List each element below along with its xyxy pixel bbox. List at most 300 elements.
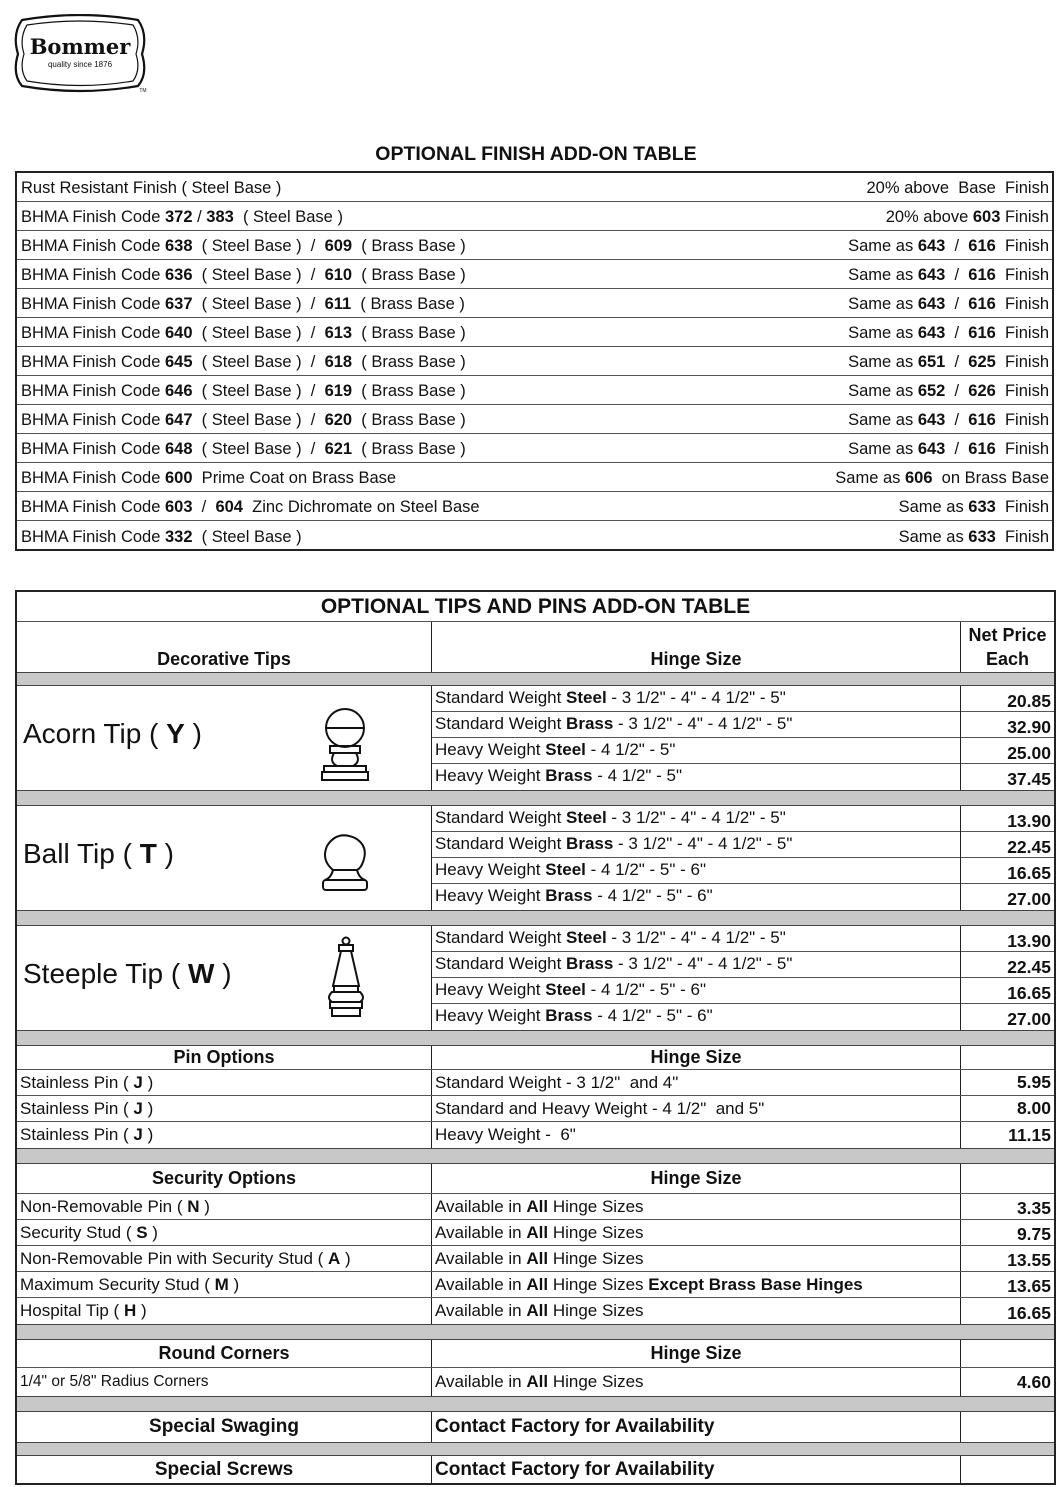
bold-text: 616: [968, 295, 996, 313]
price-value: 11.15: [1008, 1124, 1051, 1145]
text-segment: on Brass Base: [932, 469, 1049, 487]
price-cell: 16.65: [961, 978, 1054, 1004]
text-segment: Hinge Sizes: [548, 1274, 649, 1294]
text-segment: Hinge Sizes: [548, 1222, 644, 1242]
finish-code-cell: [21, 440, 466, 459]
price-cell: 22.45: [961, 832, 1054, 858]
pin-size-cell: [431, 1096, 960, 1121]
text-segment: ( Steel Base ): [233, 208, 343, 226]
price-value: 13.65: [1007, 1276, 1051, 1296]
text-segment: - 3 1/2" - 4" - 4 1/2" - 5": [613, 834, 793, 853]
bold-text: J: [133, 1098, 143, 1118]
text-segment: Same as: [835, 469, 905, 487]
finish-code-cell: [21, 208, 343, 227]
finish-code-cell: [21, 498, 480, 517]
text-segment: /: [945, 382, 969, 400]
security-price-cell: [960, 1272, 1054, 1297]
bold-text: Brass: [545, 766, 593, 785]
text-segment: /: [192, 498, 216, 516]
price-cell: 25.00: [961, 738, 1054, 764]
text-segment: Standard Weight - 3 1/2" and 4": [435, 1072, 679, 1092]
special-swaging-row: [17, 1412, 1054, 1442]
finish-row: [17, 173, 1052, 202]
bold-text: Steel: [566, 808, 607, 827]
price-cell: 13.90: [961, 806, 1054, 832]
text-segment: Finish: [1000, 208, 1049, 226]
bold-text: 616: [968, 324, 996, 342]
tip-group: [17, 686, 1054, 790]
text-segment: Finish: [995, 324, 1049, 342]
text-segment: ( Steel Base ) /: [192, 266, 325, 284]
text-segment: Same as: [848, 324, 918, 342]
security-hinge-size-header: [431, 1164, 960, 1193]
special-swaging-price: [960, 1412, 1054, 1442]
text-segment: Finish: [995, 295, 1049, 313]
bold-text: 603: [972, 208, 1001, 226]
text-segment: BHMA Finish Code: [21, 411, 165, 429]
tip-name: [23, 838, 174, 870]
text-segment: /: [945, 295, 969, 313]
pin-size-cell: [431, 1070, 960, 1095]
bold-text: 643: [917, 324, 946, 342]
text-segment: Same as: [848, 440, 918, 458]
text-segment: /: [945, 411, 969, 429]
bold-text: 372: [164, 208, 193, 226]
text-segment: Same as: [898, 498, 969, 516]
bold-text: Brass: [545, 886, 593, 905]
pin-price-header: [960, 1046, 1054, 1069]
hinge-size-cell: [432, 764, 960, 790]
text-segment: ): [147, 1222, 158, 1242]
text-segment: ( Steel Base ) /: [192, 324, 325, 342]
pin-hinge-size-header: [431, 1046, 960, 1069]
hinge-size-cell: [432, 858, 960, 884]
security-price-cell: [960, 1246, 1054, 1271]
contact-factory-text: Contact Factory for Availability: [435, 1416, 715, 1437]
finish-code-cell: [21, 382, 466, 401]
text-segment: BHMA Finish Code: [21, 324, 165, 342]
text-segment: Same as: [848, 353, 918, 371]
text-segment: Prime Coat on Brass Base: [192, 469, 397, 487]
pin-row: [17, 1070, 1054, 1096]
finish-row: [17, 376, 1052, 405]
security-name-cell: [17, 1272, 431, 1297]
text-segment: Finish: [995, 498, 1049, 516]
header-decorative-tips: [17, 622, 431, 672]
pin-price-cell: [960, 1070, 1054, 1095]
text-segment: Rust Resistant Finish ( Steel Base ): [21, 179, 282, 197]
price-value: 13.55: [1007, 1250, 1051, 1270]
special-swaging-cell: [17, 1412, 431, 1442]
hinge-size-cell: [432, 832, 960, 858]
text-segment: Available in: [435, 1196, 527, 1216]
pin-name-cell: [17, 1122, 431, 1148]
text-segment: 20% above: [885, 208, 973, 226]
security-name-cell: [17, 1220, 431, 1245]
price-value: 5.95: [1016, 1072, 1051, 1092]
bold-text: Steel: [566, 928, 607, 947]
header-net-price: [960, 622, 1054, 672]
bold-text: H: [123, 1301, 137, 1320]
text-segment: BHMA Finish Code: [21, 208, 165, 226]
price-cell: 37.45: [1007, 769, 1051, 789]
price-value: 4.60: [1016, 1371, 1051, 1392]
text-segment: Heavy Weight - 6": [435, 1125, 576, 1144]
finish-equivalent-cell: [866, 179, 1049, 198]
price-cell: 16.65: [961, 858, 1054, 884]
bold-text: All: [526, 1372, 549, 1391]
finish-row: [17, 202, 1052, 231]
text-segment: /: [945, 440, 969, 458]
security-row: [17, 1220, 1054, 1246]
security-size-cell: [431, 1194, 960, 1219]
finish-equivalent-cell: [848, 353, 1049, 372]
bold-text: Brass: [545, 1006, 593, 1025]
finish-row: [17, 492, 1052, 521]
special-screws-row: [17, 1456, 1054, 1483]
text-segment: Heavy Weight: [435, 886, 546, 905]
security-options-label: Security Options: [151, 1168, 297, 1188]
text-segment: Standard and Heavy Weight - 4 1/2" and 5": [435, 1098, 765, 1118]
bold-text: All: [526, 1196, 549, 1216]
text-segment: ( Steel Base ) /: [192, 411, 325, 429]
finish-row: [17, 289, 1052, 318]
text-segment: Same as: [848, 382, 918, 400]
finish-equivalent-cell: [848, 266, 1049, 285]
security-name-cell: [17, 1298, 431, 1324]
text-segment: ): [142, 1098, 154, 1118]
security-options-header: [17, 1164, 431, 1193]
price-column: [960, 686, 1054, 790]
bold-text: 611: [324, 295, 352, 313]
bold-text: All: [526, 1301, 549, 1320]
text-segment: Available in: [435, 1248, 527, 1268]
special-swaging-label: Special Swaging: [149, 1416, 299, 1437]
bold-text: 625: [968, 353, 996, 371]
price-cell: 27.00: [1007, 889, 1051, 909]
bold-text: 646: [164, 382, 193, 400]
pin-price-cell: [960, 1096, 1054, 1121]
bold-text: 633: [968, 498, 996, 516]
text-segment: - 3 1/2" - 4" - 4 1/2" - 5": [613, 954, 793, 973]
bold-text: Steel: [566, 688, 607, 707]
bold-text: 652: [917, 382, 946, 400]
security-row: [17, 1298, 1054, 1324]
security-header-row: [17, 1164, 1054, 1194]
text-segment: Same as: [848, 266, 918, 284]
finish-code-cell: [21, 353, 466, 372]
text-segment: BHMA Finish Code: [21, 353, 165, 371]
text-segment: Hinge Sizes: [548, 1196, 644, 1216]
bold-text: Steel: [545, 740, 586, 759]
finish-code-cell: [21, 237, 466, 256]
hinge-size-cell: [432, 806, 960, 832]
text-segment: - 3 1/2" - 4" - 4 1/2" - 5": [606, 928, 786, 947]
pin-price-cell: [960, 1122, 1054, 1148]
bold-text: 332: [164, 528, 193, 546]
text-segment: BHMA Finish Code: [21, 382, 165, 400]
hinge-size-cell: [432, 738, 960, 764]
bold-text: 609: [324, 237, 353, 255]
corners-size-cell: [431, 1368, 960, 1396]
text-segment: Standard Weight: [435, 928, 567, 947]
price-cell: 22.45: [961, 952, 1054, 978]
bold-text: W: [187, 958, 215, 989]
corners-hinge-size-label: Hinge Size: [650, 1343, 742, 1363]
bold-text: 600: [164, 469, 193, 487]
security-price-cell: [960, 1194, 1054, 1219]
pin-row: [17, 1096, 1054, 1122]
bold-text: J: [133, 1072, 143, 1092]
text-segment: BHMA Finish Code: [21, 469, 165, 487]
security-name-cell: [17, 1246, 431, 1271]
header-decorative-tips-label: Decorative Tips: [157, 649, 291, 669]
finish-row: [17, 405, 1052, 434]
finish-equivalent-cell: [848, 440, 1049, 459]
bold-text: 616: [968, 440, 996, 458]
separator-row: [17, 1148, 1054, 1164]
finish-equivalent-cell: [899, 528, 1049, 547]
finish-equivalent-cell: [848, 237, 1049, 256]
text-segment: BHMA Finish Code: [21, 295, 165, 313]
text-segment: /: [945, 266, 969, 284]
text-segment: Hinge Sizes: [548, 1301, 644, 1320]
round-corners-label: Round Corners: [158, 1343, 290, 1363]
special-screws-price: [960, 1456, 1054, 1483]
bold-text: 610: [324, 266, 353, 284]
tips-header-row: [17, 622, 1054, 672]
price-column: [960, 806, 1054, 910]
bold-text: 643: [917, 440, 946, 458]
bold-text: M: [214, 1274, 229, 1294]
header-net-price-line2: Each: [985, 649, 1030, 669]
bold-text: 620: [324, 411, 353, 429]
security-size-cell: [431, 1220, 960, 1245]
price-cell: 13.90: [961, 926, 1054, 952]
text-segment: ): [136, 1301, 147, 1320]
text-segment: BHMA Finish Code: [21, 498, 165, 516]
text-segment: /: [945, 353, 969, 371]
text-segment: ( Brass Base ): [352, 237, 466, 255]
text-segment: Available in: [435, 1372, 527, 1391]
text-segment: Standard Weight: [435, 954, 567, 973]
bold-text: All: [526, 1274, 549, 1294]
text-segment: ( Steel Base ) /: [192, 382, 325, 400]
special-screws-label: Special Screws: [154, 1458, 294, 1480]
acorn-icon: [317, 706, 373, 787]
text-segment: Heavy Weight: [435, 1006, 546, 1025]
bold-text: Brass: [566, 834, 614, 853]
tip-name-cell: [17, 926, 431, 1030]
price-value: 9.75: [1016, 1224, 1051, 1244]
bold-text: 638: [164, 237, 193, 255]
finish-row: [17, 347, 1052, 376]
text-segment: Heavy Weight: [435, 766, 546, 785]
text-segment: - 3 1/2" - 4" - 4 1/2" - 5": [606, 688, 786, 707]
text-segment: ( Brass Base ): [352, 266, 466, 284]
finish-equivalent-cell: [848, 295, 1049, 314]
text-segment: Non-Removable Pin with Security Stud (: [20, 1248, 329, 1268]
finish-code-cell: [21, 411, 466, 430]
finish-table: [15, 171, 1054, 551]
separator-row: [17, 1442, 1054, 1456]
corners-row: [17, 1368, 1054, 1396]
bold-text: N: [187, 1196, 200, 1216]
special-swaging-note: [431, 1412, 960, 1442]
pin-options-header-row: [17, 1046, 1054, 1070]
finish-row: [17, 463, 1052, 492]
text-segment: Finish: [995, 528, 1049, 546]
text-segment: Finish: [995, 411, 1049, 429]
bold-text: 633: [968, 528, 996, 546]
contact-factory-text: Contact Factory for Availability: [435, 1458, 715, 1480]
bold-text: All: [526, 1248, 549, 1268]
pin-options-header: [17, 1046, 431, 1069]
bold-text: 613: [324, 324, 353, 342]
separator-row: [17, 790, 1054, 806]
text-segment: Hinge Sizes: [548, 1248, 644, 1268]
bold-text: 637: [164, 295, 193, 313]
security-size-cell: [431, 1298, 960, 1324]
text-segment: Same as: [848, 295, 918, 313]
text-segment: Finish: [995, 237, 1049, 255]
text-segment: ( Brass Base ): [352, 353, 466, 371]
finish-equivalent-cell: [835, 469, 1049, 488]
tip-name: [23, 958, 232, 990]
bold-text: 645: [164, 353, 193, 371]
bold-text: 643: [917, 295, 946, 313]
text-segment: - 4 1/2" - 5": [585, 740, 676, 759]
bold-text: 643: [917, 266, 946, 284]
text-segment: ( Brass Base ): [352, 382, 466, 400]
round-corners-header: [17, 1340, 431, 1367]
text-segment: ): [228, 1274, 240, 1294]
hinge-size-cell: [432, 884, 960, 910]
text-segment: - 4 1/2" - 5" - 6": [592, 1006, 713, 1025]
text-segment: ): [340, 1248, 351, 1268]
text-segment: ): [199, 1196, 210, 1216]
finish-code-cell: [21, 295, 465, 314]
bold-text: 616: [968, 411, 996, 429]
text-segment: /: [945, 324, 969, 342]
bold-text: Steel: [545, 860, 586, 879]
finish-code-cell: [21, 179, 281, 198]
bold-text: 616: [968, 266, 996, 284]
text-segment: ( Brass Base ): [352, 411, 466, 429]
text-segment: ): [214, 958, 232, 989]
bold-text: 621: [324, 440, 353, 458]
bold-text: 648: [164, 440, 193, 458]
security-row: [17, 1272, 1054, 1298]
bold-text: 618: [324, 353, 353, 371]
corners-name-cell: [17, 1368, 431, 1396]
finish-row: [17, 231, 1052, 260]
bold-text: Brass: [566, 714, 614, 733]
tips-table: [15, 590, 1056, 1485]
bold-text: 643: [917, 411, 946, 429]
pin-name-cell: [17, 1096, 431, 1121]
text-segment: Same as: [848, 411, 918, 429]
bold-text: Y: [166, 718, 185, 749]
bold-text: 619: [324, 382, 353, 400]
bold-text: 616: [968, 237, 996, 255]
hinge-size-cell: [432, 926, 960, 952]
bold-text: 651: [917, 353, 946, 371]
text-segment: 20% above Base Finish: [866, 179, 1049, 197]
corners-hinge-size-header: [431, 1340, 960, 1367]
bold-text: J: [133, 1125, 143, 1144]
text-segment: Heavy Weight: [435, 980, 546, 999]
security-name-cell: [17, 1194, 431, 1219]
bold-text: All: [526, 1222, 549, 1242]
pin-options-label: Pin Options: [173, 1047, 275, 1067]
hinge-size-column: [431, 926, 960, 1030]
hinge-size-column: [431, 806, 960, 910]
header-hinge-size-label: Hinge Size: [650, 649, 742, 669]
ball-icon: [317, 832, 373, 899]
tip-name-cell: [17, 806, 431, 910]
text-segment: ( Steel Base ) /: [192, 295, 325, 313]
text-segment: ): [142, 1125, 154, 1144]
text-segment: Maximum Security Stud (: [20, 1274, 215, 1294]
separator-row: [17, 1030, 1054, 1046]
finish-row: [17, 318, 1052, 347]
text-segment: Finish: [995, 353, 1049, 371]
pin-size-cell: [431, 1122, 960, 1148]
text-segment: Finish: [995, 382, 1049, 400]
text-segment: /: [192, 208, 207, 226]
finish-row: [17, 260, 1052, 289]
price-cell: 32.90: [961, 712, 1054, 738]
text-segment: ): [142, 1072, 154, 1092]
separator-row: [17, 672, 1054, 686]
bold-text: 640: [164, 324, 193, 342]
text-segment: ( Brass Base ): [352, 324, 466, 342]
price-value: 16.65: [1007, 1303, 1051, 1323]
tip-group: [17, 926, 1054, 1030]
header-hinge-size: [431, 622, 960, 672]
security-size-cell: [431, 1246, 960, 1271]
special-screws-note: [431, 1456, 960, 1483]
corners-price-cell: [960, 1368, 1054, 1396]
text-segment: - 4 1/2" - 5": [592, 766, 683, 785]
text-segment: - 4 1/2" - 5" - 6": [585, 860, 707, 879]
price-cell: 27.00: [1007, 1009, 1051, 1029]
text-segment: Standard Weight: [435, 808, 567, 827]
finish-row: [17, 434, 1052, 463]
separator-row: [17, 1396, 1054, 1412]
hinge-size-column: [431, 686, 960, 790]
text-segment: ( Brass Base ): [352, 440, 466, 458]
hinge-size-cell: [432, 952, 960, 978]
security-price-cell: [960, 1220, 1054, 1245]
text-segment: Finish: [995, 266, 1049, 284]
text-segment: Steeple Tip (: [23, 958, 188, 989]
text-segment: Standard Weight: [435, 834, 567, 853]
pin-row: [17, 1122, 1054, 1148]
bold-text: Except Brass Base Hinges: [648, 1274, 863, 1294]
text-segment: Stainless Pin (: [20, 1072, 134, 1092]
tip-group: [17, 806, 1054, 910]
hinge-size-cell: [432, 1004, 960, 1030]
text-segment: - 3 1/2" - 4" - 4 1/2" - 5": [613, 714, 793, 733]
bold-text: Steel: [545, 980, 586, 999]
pin-hinge-size-label: Hinge Size: [650, 1047, 742, 1067]
text-segment: - 4 1/2" - 5" - 6": [592, 886, 713, 905]
text-segment: Stainless Pin (: [20, 1125, 134, 1144]
bold-text: 643: [917, 237, 946, 255]
text-segment: Acorn Tip (: [23, 718, 167, 749]
